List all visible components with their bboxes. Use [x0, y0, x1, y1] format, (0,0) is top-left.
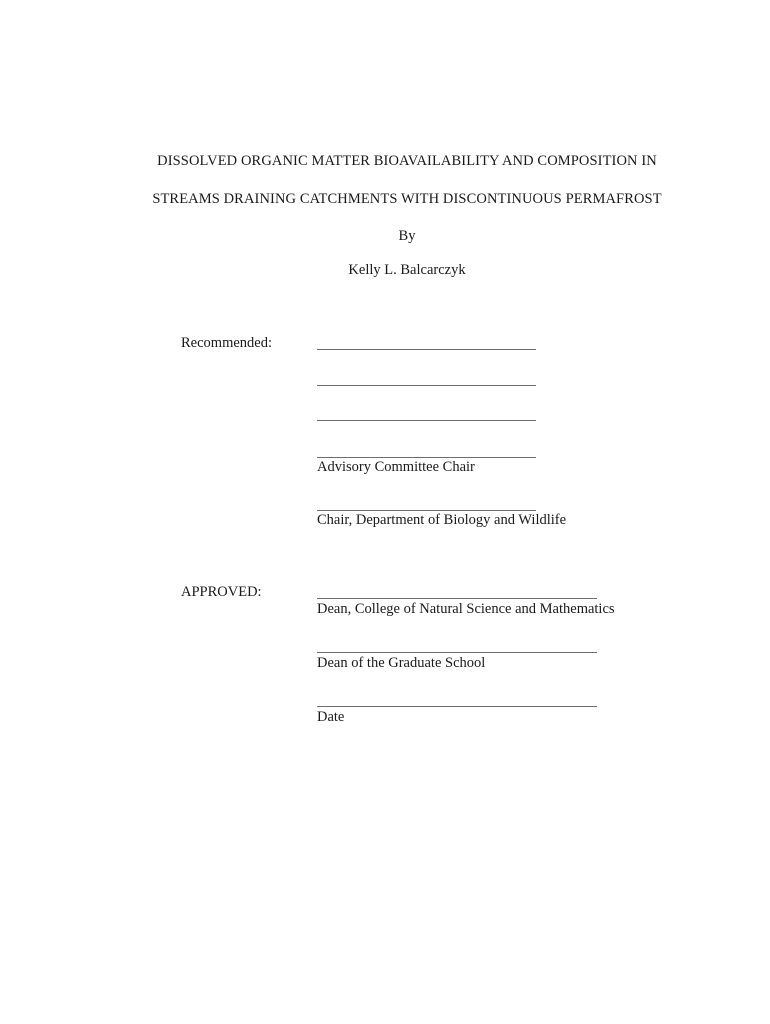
by-label: By — [398, 228, 416, 244]
title-line-1: DISSOLVED ORGANIC MATTER BIOAVAILABILITY AND COMPOSITION IN — [157, 153, 657, 169]
title-line-2: STREAMS DRAINING CATCHMENTS WITH DISCONTINUOUS PERMAFROST — [152, 191, 662, 207]
date-caption: Date — [317, 709, 345, 725]
department-chair-signature-line[interactable] — [317, 510, 536, 511]
dean-college-signature-line[interactable] — [317, 598, 597, 599]
department-chair-caption: Chair, Department of Biology and Wildlife — [317, 512, 567, 528]
date-signature-line[interactable] — [317, 706, 597, 707]
approved-label: APPROVED: — [181, 584, 262, 600]
advisory-chair-signature-line[interactable] — [317, 457, 536, 458]
recommended-label: Recommended: — [181, 335, 273, 351]
committee-signature-line-2[interactable] — [317, 385, 536, 386]
dean-graduate-caption: Dean of the Graduate School — [317, 655, 486, 671]
dean-college-caption: Dean, College of Natural Science and Mathematics — [317, 601, 615, 617]
author-name: Kelly L. Balcarczyk — [348, 262, 466, 278]
committee-signature-line-1[interactable] — [317, 349, 536, 350]
dean-graduate-signature-line[interactable] — [317, 652, 597, 653]
advisory-chair-caption: Advisory Committee Chair — [317, 459, 475, 475]
committee-signature-line-3[interactable] — [317, 420, 536, 421]
